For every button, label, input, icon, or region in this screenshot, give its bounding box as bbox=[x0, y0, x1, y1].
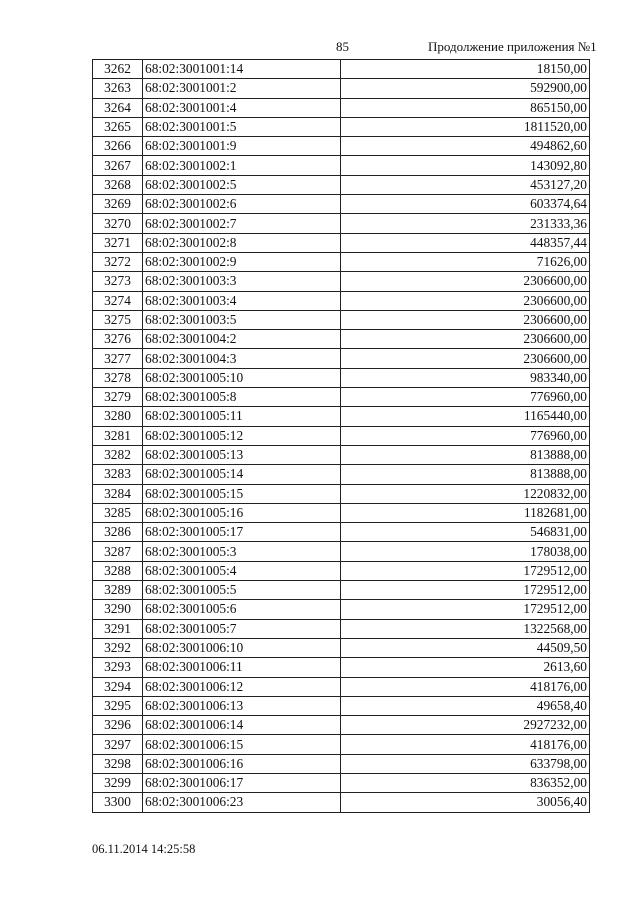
table-row bbox=[93, 445, 590, 464]
row-number-cell: 3267 bbox=[93, 156, 143, 175]
row-number-cell: 3293 bbox=[93, 658, 143, 677]
row-number-cell: 3298 bbox=[93, 754, 143, 773]
table-row bbox=[93, 330, 590, 349]
table-row bbox=[93, 600, 590, 619]
cadastral-number-cell: 68:02:3001005:16 bbox=[143, 503, 341, 522]
table-row bbox=[93, 735, 590, 754]
cadastral-number-cell: 68:02:3001006:14 bbox=[143, 716, 341, 735]
cadastral-number-cell: 68:02:3001006:13 bbox=[143, 696, 341, 715]
table-row bbox=[93, 773, 590, 792]
cadastral-value-cell: 418176,00 bbox=[341, 735, 590, 754]
row-number-cell: 3287 bbox=[93, 542, 143, 561]
cadastral-value-cell: 49658,40 bbox=[341, 696, 590, 715]
table-row bbox=[93, 542, 590, 561]
table-row bbox=[93, 175, 590, 194]
table-row bbox=[93, 388, 590, 407]
cadastral-number-cell: 68:02:3001003:5 bbox=[143, 310, 341, 329]
cadastral-value-cell: 546831,00 bbox=[341, 523, 590, 542]
table-row bbox=[93, 79, 590, 98]
row-number-cell: 3262 bbox=[93, 60, 143, 79]
row-number-cell: 3276 bbox=[93, 330, 143, 349]
cadastral-number-cell: 68:02:3001005:3 bbox=[143, 542, 341, 561]
table-row bbox=[93, 484, 590, 503]
table-row bbox=[93, 233, 590, 252]
row-number-cell: 3295 bbox=[93, 696, 143, 715]
cadastral-number-cell: 68:02:3001005:11 bbox=[143, 407, 341, 426]
cadastral-value-cell: 865150,00 bbox=[341, 98, 590, 117]
row-number-cell: 3283 bbox=[93, 465, 143, 484]
table-row bbox=[93, 561, 590, 580]
cadastral-number-cell: 68:02:3001004:3 bbox=[143, 349, 341, 368]
cadastral-value-cell: 1165440,00 bbox=[341, 407, 590, 426]
cadastral-value-cell: 2306600,00 bbox=[341, 272, 590, 291]
row-number-cell: 3263 bbox=[93, 79, 143, 98]
cadastral-number-cell: 68:02:3001005:13 bbox=[143, 445, 341, 464]
cadastral-value-cell: 776960,00 bbox=[341, 388, 590, 407]
cadastral-number-cell: 68:02:3001004:2 bbox=[143, 330, 341, 349]
row-number-cell: 3297 bbox=[93, 735, 143, 754]
table-row bbox=[93, 793, 590, 812]
cadastral-number-cell: 68:02:3001003:3 bbox=[143, 272, 341, 291]
cadastral-value-cell: 1220832,00 bbox=[341, 484, 590, 503]
table-row bbox=[93, 658, 590, 677]
cadastral-value-cell: 71626,00 bbox=[341, 252, 590, 271]
cadastral-value-cell: 18150,00 bbox=[341, 60, 590, 79]
cadastral-value-cell: 44509,50 bbox=[341, 638, 590, 657]
cadastral-number-cell: 68:02:3001002:1 bbox=[143, 156, 341, 175]
row-number-cell: 3278 bbox=[93, 368, 143, 387]
table-row bbox=[93, 503, 590, 522]
table-row bbox=[93, 310, 590, 329]
cadastral-number-cell: 68:02:3001005:4 bbox=[143, 561, 341, 580]
cadastral-value-cell: 2306600,00 bbox=[341, 349, 590, 368]
row-number-cell: 3272 bbox=[93, 252, 143, 271]
cadastral-number-cell: 68:02:3001005:17 bbox=[143, 523, 341, 542]
cadastral-number-cell: 68:02:3001001:9 bbox=[143, 137, 341, 156]
row-number-cell: 3275 bbox=[93, 310, 143, 329]
cadastral-value-cell: 1322568,00 bbox=[341, 619, 590, 638]
cadastral-value-cell: 813888,00 bbox=[341, 445, 590, 464]
cadastral-number-cell: 68:02:3001006:10 bbox=[143, 638, 341, 657]
table-row bbox=[93, 619, 590, 638]
cadastral-value-cell: 178038,00 bbox=[341, 542, 590, 561]
table-row bbox=[93, 98, 590, 117]
cadastral-number-cell: 68:02:3001003:4 bbox=[143, 291, 341, 310]
row-number-cell: 3281 bbox=[93, 426, 143, 445]
cadastral-value-cell: 633798,00 bbox=[341, 754, 590, 773]
table-row bbox=[93, 60, 590, 79]
table-row bbox=[93, 638, 590, 657]
cadastral-number-cell: 68:02:3001005:15 bbox=[143, 484, 341, 503]
table-row bbox=[93, 368, 590, 387]
table-row bbox=[93, 407, 590, 426]
table-row bbox=[93, 426, 590, 445]
row-number-cell: 3290 bbox=[93, 600, 143, 619]
cadastral-value-cell: 983340,00 bbox=[341, 368, 590, 387]
cadastral-value-cell: 1729512,00 bbox=[341, 600, 590, 619]
cadastral-number-cell: 68:02:3001001:2 bbox=[143, 79, 341, 98]
registry-table bbox=[92, 59, 590, 813]
registry-table-body bbox=[93, 60, 590, 813]
cadastral-number-cell: 68:02:3001005:10 bbox=[143, 368, 341, 387]
row-number-cell: 3271 bbox=[93, 233, 143, 252]
table-row bbox=[93, 195, 590, 214]
cadastral-value-cell: 603374,64 bbox=[341, 195, 590, 214]
row-number-cell: 3294 bbox=[93, 677, 143, 696]
cadastral-value-cell: 2306600,00 bbox=[341, 291, 590, 310]
cadastral-number-cell: 68:02:3001002:8 bbox=[143, 233, 341, 252]
page-number: 85 bbox=[336, 39, 349, 54]
cadastral-number-cell: 68:02:3001006:23 bbox=[143, 793, 341, 812]
cadastral-number-cell: 68:02:3001005:7 bbox=[143, 619, 341, 638]
row-number-cell: 3268 bbox=[93, 175, 143, 194]
row-number-cell: 3299 bbox=[93, 773, 143, 792]
row-number-cell: 3279 bbox=[93, 388, 143, 407]
row-number-cell: 3265 bbox=[93, 117, 143, 136]
cadastral-value-cell: 2306600,00 bbox=[341, 310, 590, 329]
print-timestamp: 06.11.2014 14:25:58 bbox=[92, 842, 196, 856]
row-number-cell: 3288 bbox=[93, 561, 143, 580]
cadastral-value-cell: 1729512,00 bbox=[341, 561, 590, 580]
table-row bbox=[93, 465, 590, 484]
cadastral-value-cell: 494862,60 bbox=[341, 137, 590, 156]
cadastral-value-cell: 1811520,00 bbox=[341, 117, 590, 136]
table-row bbox=[93, 214, 590, 233]
cadastral-value-cell: 418176,00 bbox=[341, 677, 590, 696]
cadastral-value-cell: 776960,00 bbox=[341, 426, 590, 445]
row-number-cell: 3285 bbox=[93, 503, 143, 522]
cadastral-number-cell: 68:02:3001006:17 bbox=[143, 773, 341, 792]
row-number-cell: 3274 bbox=[93, 291, 143, 310]
table-row bbox=[93, 716, 590, 735]
cadastral-value-cell: 453127,20 bbox=[341, 175, 590, 194]
cadastral-number-cell: 68:02:3001001:4 bbox=[143, 98, 341, 117]
cadastral-value-cell: 231333,36 bbox=[341, 214, 590, 233]
cadastral-value-cell: 2927232,00 bbox=[341, 716, 590, 735]
table-row bbox=[93, 272, 590, 291]
table-row bbox=[93, 581, 590, 600]
row-number-cell: 3277 bbox=[93, 349, 143, 368]
cadastral-value-cell: 2613,60 bbox=[341, 658, 590, 677]
cadastral-value-cell: 143092,80 bbox=[341, 156, 590, 175]
row-number-cell: 3280 bbox=[93, 407, 143, 426]
row-number-cell: 3296 bbox=[93, 716, 143, 735]
row-number-cell: 3269 bbox=[93, 195, 143, 214]
row-number-cell: 3286 bbox=[93, 523, 143, 542]
table-row bbox=[93, 156, 590, 175]
table-row bbox=[93, 523, 590, 542]
cadastral-number-cell: 68:02:3001006:12 bbox=[143, 677, 341, 696]
row-number-cell: 3282 bbox=[93, 445, 143, 464]
cadastral-number-cell: 68:02:3001006:15 bbox=[143, 735, 341, 754]
cadastral-number-cell: 68:02:3001001:5 bbox=[143, 117, 341, 136]
row-number-cell: 3292 bbox=[93, 638, 143, 657]
cadastral-value-cell: 448357,44 bbox=[341, 233, 590, 252]
cadastral-number-cell: 68:02:3001005:5 bbox=[143, 581, 341, 600]
cadastral-value-cell: 1182681,00 bbox=[341, 503, 590, 522]
cadastral-number-cell: 68:02:3001006:16 bbox=[143, 754, 341, 773]
cadastral-value-cell: 30056,40 bbox=[341, 793, 590, 812]
cadastral-number-cell: 68:02:3001005:14 bbox=[143, 465, 341, 484]
cadastral-number-cell: 68:02:3001002:7 bbox=[143, 214, 341, 233]
table-row bbox=[93, 117, 590, 136]
row-number-cell: 3291 bbox=[93, 619, 143, 638]
appendix-title: Продолжение приложения №1 bbox=[428, 39, 597, 54]
row-number-cell: 3289 bbox=[93, 581, 143, 600]
row-number-cell: 3264 bbox=[93, 98, 143, 117]
cadastral-value-cell: 592900,00 bbox=[341, 79, 590, 98]
cadastral-value-cell: 1729512,00 bbox=[341, 581, 590, 600]
table-row bbox=[93, 349, 590, 368]
cadastral-number-cell: 68:02:3001005:12 bbox=[143, 426, 341, 445]
cadastral-value-cell: 836352,00 bbox=[341, 773, 590, 792]
row-number-cell: 3284 bbox=[93, 484, 143, 503]
cadastral-number-cell: 68:02:3001002:5 bbox=[143, 175, 341, 194]
row-number-cell: 3273 bbox=[93, 272, 143, 291]
table-row bbox=[93, 677, 590, 696]
table-row bbox=[93, 754, 590, 773]
table-row bbox=[93, 252, 590, 271]
cadastral-value-cell: 813888,00 bbox=[341, 465, 590, 484]
cadastral-number-cell: 68:02:3001005:6 bbox=[143, 600, 341, 619]
cadastral-number-cell: 68:02:3001002:9 bbox=[143, 252, 341, 271]
row-number-cell: 3266 bbox=[93, 137, 143, 156]
table-row bbox=[93, 696, 590, 715]
table-row bbox=[93, 137, 590, 156]
cadastral-value-cell: 2306600,00 bbox=[341, 330, 590, 349]
cadastral-number-cell: 68:02:3001006:11 bbox=[143, 658, 341, 677]
row-number-cell: 3300 bbox=[93, 793, 143, 812]
table-row bbox=[93, 291, 590, 310]
cadastral-number-cell: 68:02:3001005:8 bbox=[143, 388, 341, 407]
cadastral-number-cell: 68:02:3001002:6 bbox=[143, 195, 341, 214]
row-number-cell: 3270 bbox=[93, 214, 143, 233]
cadastral-number-cell: 68:02:3001001:14 bbox=[143, 60, 341, 79]
